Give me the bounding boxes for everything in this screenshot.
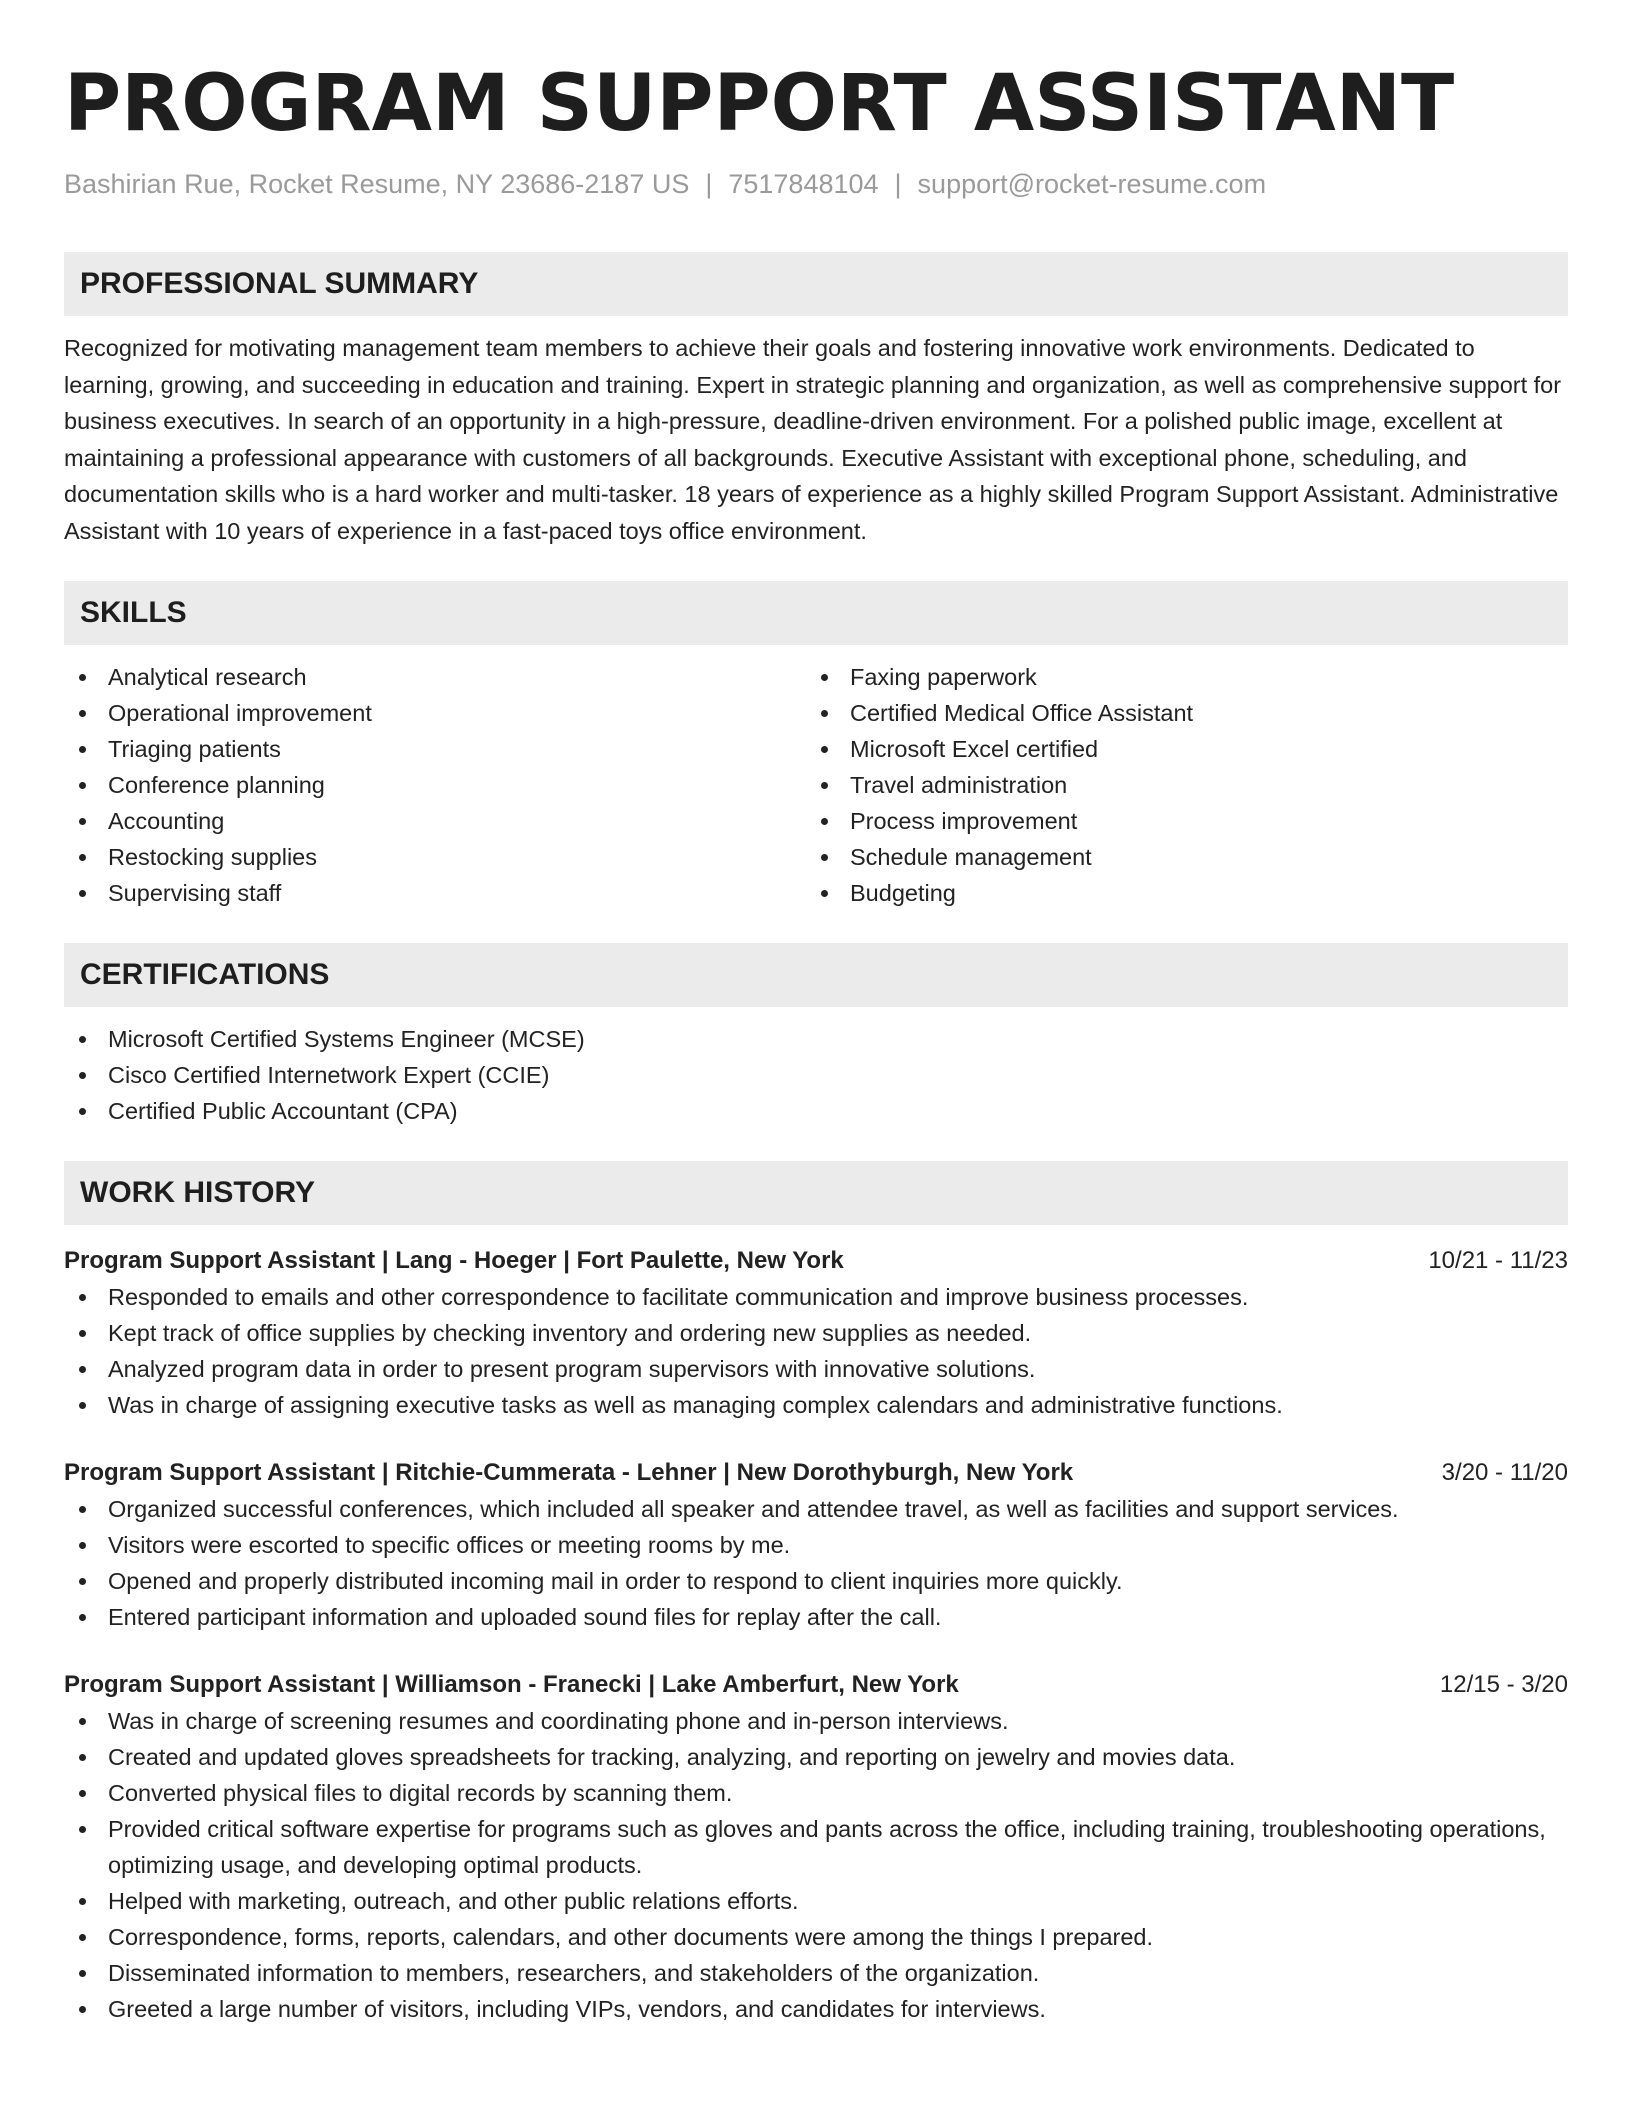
- bullet-dot-icon: [79, 1036, 86, 1043]
- list-item: [64, 1955, 1568, 1991]
- list-item: [64, 1811, 1568, 1883]
- bullet-dot-icon: [821, 782, 828, 789]
- bullet-dot-icon: [79, 1294, 86, 1301]
- list-item-text: Analyzed program data in order to present program supervisors with innovative solutions.: [108, 1356, 1036, 1382]
- bullet-dot-icon: [821, 746, 828, 753]
- job-entry: [64, 1243, 1568, 1423]
- list-item-text: Certified Medical Office Assistant: [850, 700, 1194, 726]
- job-title-row: [64, 1667, 1568, 1703]
- bullet-dot-icon: [79, 1578, 86, 1585]
- list-item: [64, 1919, 1568, 1955]
- job-entry: [64, 1667, 1568, 2027]
- list-item: [64, 1739, 1568, 1775]
- list-item-text: Greeted a large number of visitors, including VIPs, vendors, and candidates for interviews.: [108, 1996, 1046, 2022]
- bullet-dot-icon: [821, 674, 828, 681]
- list-item: [64, 839, 806, 875]
- list-item-text: Responded to emails and other correspondence to facilitate communication and improve business processes.: [108, 1284, 1249, 1310]
- list-item: [64, 1703, 1568, 1739]
- list-item: [64, 1387, 1568, 1423]
- list-item: [64, 1527, 1568, 1563]
- bullet-dot-icon: [79, 1970, 86, 1977]
- contact-line: [64, 166, 1568, 202]
- job-title-row: [64, 1455, 1568, 1491]
- bullet-dot-icon: [79, 1542, 86, 1549]
- section-heading-skills: SKILLS: [64, 581, 1568, 645]
- bullet-dot-icon: [821, 854, 828, 861]
- list-item: [64, 695, 806, 731]
- list-item: [64, 1563, 1568, 1599]
- list-item-text: Helped with marketing, outreach, and other public relations efforts.: [108, 1888, 799, 1914]
- skills-column-left: [64, 659, 806, 911]
- list-item: [806, 803, 1548, 839]
- section-heading-certifications: CERTIFICATIONS: [64, 943, 1568, 1007]
- list-item-text: Travel administration: [850, 772, 1068, 798]
- bullet-dot-icon: [79, 2006, 86, 2013]
- list-item-text: Process improvement: [850, 808, 1078, 834]
- job-entry: [64, 1455, 1568, 1635]
- list-item-text: Was in charge of assigning executive tasks as well as managing complex calendars and administrative functions.: [108, 1392, 1283, 1418]
- job-title: Program Support Assistant | Ritchie-Cummerata - Lehner | New Dorothyburgh, New York: [64, 1459, 1074, 1486]
- bullet-dot-icon: [79, 746, 86, 753]
- list-item: [64, 1057, 1568, 1093]
- list-item: [806, 767, 1548, 803]
- section-heading-summary: PROFESSIONAL SUMMARY: [64, 252, 1568, 316]
- contact-phone: 7517848104: [728, 169, 879, 199]
- list-item-text: Accounting: [108, 808, 225, 834]
- list-item: [64, 1883, 1568, 1919]
- contact-email: support@rocket-resume.com: [917, 169, 1267, 199]
- job-title-row: [64, 1243, 1568, 1279]
- bullet-dot-icon: [79, 710, 86, 717]
- list-item: [64, 1491, 1568, 1527]
- list-item-text: Restocking supplies: [108, 844, 317, 870]
- list-item-text: Conference planning: [108, 772, 325, 798]
- list-item: [64, 1599, 1568, 1635]
- list-item-text: Cisco Certified Internetwork Expert (CCIE): [108, 1062, 550, 1088]
- list-item: [64, 1279, 1568, 1315]
- skills-column-right: [806, 659, 1548, 911]
- list-item: [64, 1021, 1568, 1057]
- list-item-text: Microsoft Certified Systems Engineer (MCSE): [108, 1026, 585, 1052]
- list-item: [806, 839, 1548, 875]
- list-item-text: Entered participant information and uploaded sound files for replay after the call.: [108, 1604, 942, 1630]
- list-item: [64, 1775, 1568, 1811]
- list-item-text: Faxing paperwork: [850, 664, 1037, 690]
- list-item: [64, 875, 806, 911]
- list-item: [806, 695, 1548, 731]
- bullet-dot-icon: [79, 674, 86, 681]
- job-dates: 3/20 - 11/20: [1441, 1459, 1568, 1486]
- list-item: [64, 1315, 1568, 1351]
- bullet-dot-icon: [79, 818, 86, 825]
- list-item-text: Was in charge of screening resumes and coordinating phone and in-person interviews.: [108, 1708, 1009, 1734]
- list-item-text: Visitors were escorted to specific offices or meeting rooms by me.: [108, 1532, 791, 1558]
- bullet-dot-icon: [79, 1506, 86, 1513]
- certifications-list: [64, 1021, 1568, 1129]
- list-item: [64, 767, 806, 803]
- list-item: [64, 731, 806, 767]
- bullet-dot-icon: [79, 1072, 86, 1079]
- list-item-text: Opened and properly distributed incoming mail in order to respond to client inquiries more quickly.: [108, 1568, 1123, 1594]
- job-title: Program Support Assistant | Lang - Hoeger | Fort Paulette, New York: [64, 1247, 844, 1274]
- resume-page: [64, 52, 1568, 2027]
- list-item: [64, 1991, 1568, 2027]
- bullet-dot-icon: [79, 1790, 86, 1797]
- list-item: [64, 659, 806, 695]
- list-item-text: Created and updated gloves spreadsheets for tracking, analyzing, and reporting on jewelry and movies data.: [108, 1744, 1236, 1770]
- bullet-dot-icon: [79, 1718, 86, 1725]
- list-item-text: Certified Public Accountant (CPA): [108, 1098, 458, 1124]
- bullet-dot-icon: [79, 1366, 86, 1373]
- list-item-text: Microsoft Excel certified: [850, 736, 1099, 762]
- list-item: [806, 875, 1548, 911]
- bullet-dot-icon: [79, 890, 86, 897]
- list-item-text: Analytical research: [108, 664, 307, 690]
- list-item-text: Schedule management: [850, 844, 1092, 870]
- job-dates: 10/21 - 11/23: [1428, 1247, 1568, 1274]
- skills-grid: [64, 659, 1568, 911]
- bullet-dot-icon: [821, 818, 828, 825]
- bullet-dot-icon: [79, 1402, 86, 1409]
- bullet-dot-icon: [79, 854, 86, 861]
- job-bullet-list: [64, 1703, 1568, 2027]
- job-dates: 12/15 - 3/20: [1439, 1671, 1568, 1698]
- list-item: [806, 731, 1548, 767]
- contact-separator: |: [705, 169, 713, 199]
- skills-list-left: [64, 659, 806, 911]
- list-item: [806, 659, 1548, 695]
- section-heading-work-history: WORK HISTORY: [64, 1161, 1568, 1225]
- candidate-name: PROGRAM SUPPORT ASSISTANT: [64, 59, 1455, 149]
- bullet-dot-icon: [79, 1898, 86, 1905]
- bullet-dot-icon: [79, 782, 86, 789]
- list-item: [64, 1093, 1568, 1129]
- skills-list-right: [806, 659, 1548, 911]
- job-bullet-list: [64, 1279, 1568, 1423]
- list-item-text: Converted physical files to digital records by scanning them.: [108, 1780, 733, 1806]
- contact-separator: |: [894, 169, 902, 199]
- contact-address: Bashirian Rue, Rocket Resume, NY 23686-2187 US: [64, 169, 690, 199]
- bullet-dot-icon: [79, 1330, 86, 1337]
- bullet-dot-icon: [79, 1614, 86, 1621]
- bullet-dot-icon: [79, 1826, 86, 1833]
- list-item-text: Organized successful conferences, which included all speaker and attendee travel, as well as facilities and support services.: [108, 1496, 1399, 1522]
- certifications-block: [64, 1021, 1568, 1129]
- list-item-text: Disseminated information to members, researchers, and stakeholders of the organization.: [108, 1960, 1040, 1986]
- bullet-dot-icon: [821, 890, 828, 897]
- list-item: [64, 1351, 1568, 1387]
- list-item-text: Budgeting: [850, 880, 956, 906]
- list-item-text: Triaging patients: [108, 736, 281, 762]
- summary-paragraph: Recognized for motivating management team members to achieve their goals and fostering innovative work environments. Dedicated to learning, growing, and succeeding in education and training. Expert in strategic planning and organization, as well as comprehensive support for business executives. In search of an opportunity in a high-pressure, deadline-driven environment. For a polished public image, excellent at maintaining a professional appearance with customers of all backgrounds. Executive Assistant with exceptional phone, scheduling, and documentation skills who is a hard worker and multi-tasker. 18 years of experience as a highly skilled Program Support Assistant. Administrative Assistant with 10 years of experience in a fast-paced toys office environment.: [64, 335, 1562, 544]
- work-history-list: [64, 1243, 1568, 2027]
- list-item-text: Operational improvement: [108, 700, 372, 726]
- list-item-text: Provided critical software expertise for programs such as gloves and pants across the office, including training, troubleshooting operations, optimizing usage, and developing optimal products.: [108, 1816, 1546, 1878]
- list-item-text: Correspondence, forms, reports, calendars, and other documents were among the things I prepared.: [108, 1924, 1154, 1950]
- job-title: Program Support Assistant | Williamson - Franecki | Lake Amberfurt, New York: [64, 1671, 959, 1698]
- list-item-text: Supervising staff: [108, 880, 282, 906]
- bullet-dot-icon: [79, 1754, 86, 1761]
- list-item: [64, 803, 806, 839]
- bullet-dot-icon: [79, 1934, 86, 1941]
- bullet-dot-icon: [79, 1108, 86, 1115]
- bullet-dot-icon: [821, 710, 828, 717]
- job-bullet-list: [64, 1491, 1568, 1635]
- list-item-text: Kept track of office supplies by checking inventory and ordering new supplies as needed.: [108, 1320, 1032, 1346]
